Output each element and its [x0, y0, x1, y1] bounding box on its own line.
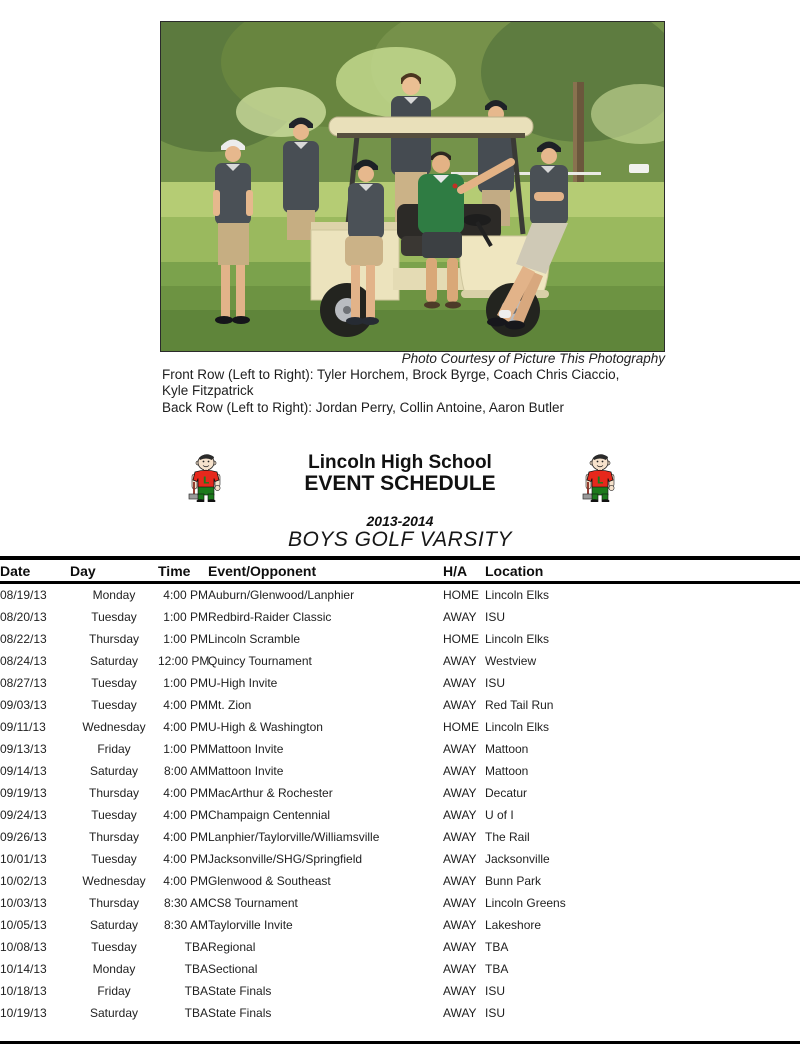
cell-event: Taylorville Invite: [208, 918, 293, 932]
cell-time: TBA: [184, 940, 208, 954]
cell-event: Quincy Tournament: [208, 654, 312, 668]
cell-time: 8:00 AM: [163, 764, 208, 778]
distant-cart: [629, 164, 649, 173]
photo-credit: Photo Courtesy of Picture This Photography: [401, 351, 665, 366]
cell-date: 08/20/13: [0, 610, 47, 624]
cell-day: Saturday: [89, 1006, 139, 1020]
cell-event: Champaign Centennial: [208, 808, 331, 822]
cell-event: Mattoon Invite: [208, 742, 284, 756]
photo-caption: [162, 367, 682, 416]
table-row: [0, 650, 800, 672]
cell-day: Tuesday: [91, 940, 137, 954]
cell-ha: AWAY: [443, 962, 477, 976]
cell-event: Auburn/Glenwood/Lanphier: [208, 588, 355, 602]
schedule-header: [0, 558, 800, 583]
cell-time: 4:00 PM: [163, 808, 208, 822]
cell-date: 10/14/13: [0, 962, 47, 976]
cell-day: Monday: [92, 588, 136, 602]
cell-day: Tuesday: [91, 610, 137, 624]
cell-date: 09/11/13: [0, 720, 46, 734]
cell-date: 08/22/13: [0, 632, 47, 646]
cell-event: U-High & Washington: [208, 720, 323, 734]
table-row: [0, 694, 800, 716]
cell-event: U-High Invite: [208, 676, 278, 690]
cell-day: Friday: [97, 742, 131, 756]
cell-ha: HOME: [443, 632, 479, 646]
cell-ha: AWAY: [443, 654, 477, 668]
table-row: [0, 672, 800, 694]
cell-location: Jacksonville: [485, 852, 550, 866]
cell-ha: AWAY: [443, 808, 477, 822]
cell-date: 10/03/13: [0, 896, 47, 910]
page-title: EVENT SCHEDULE: [304, 472, 496, 495]
cell-day: Thursday: [88, 896, 140, 910]
cell-location: ISU: [485, 610, 506, 624]
schedule-body: [0, 583, 800, 1025]
table-row: [0, 936, 800, 958]
cell-ha: AWAY: [443, 610, 477, 624]
cell-event: Redbird-Raider Classic: [208, 610, 332, 624]
cell-event: State Finals: [208, 1006, 272, 1020]
table-row: [0, 738, 800, 760]
cell-day: Tuesday: [91, 808, 137, 822]
cell-day: Tuesday: [91, 852, 137, 866]
cell-time: 8:30 AM: [163, 896, 208, 910]
col-header-date: Date: [0, 558, 70, 583]
table-row: [0, 914, 800, 936]
cell-ha: HOME: [443, 720, 479, 734]
cell-time: 4:00 PM: [163, 852, 208, 866]
white-fence: [451, 172, 601, 175]
bottom-rule: [0, 1041, 800, 1044]
cell-location: Westview: [485, 654, 537, 668]
cell-location: Lincoln Elks: [485, 588, 550, 602]
col-header-location: Location: [485, 558, 800, 583]
cell-event: Lanphier/Taylorville/Williamsville: [208, 830, 380, 844]
cell-day: Tuesday: [91, 676, 137, 690]
table-row: [0, 870, 800, 892]
cell-location: ISU: [485, 984, 506, 998]
team-label: BOYS GOLF VARSITY: [287, 528, 513, 551]
cell-location: Lincoln Greens: [485, 896, 566, 910]
cell-ha: AWAY: [443, 940, 477, 954]
cell-location: Bunn Park: [485, 874, 542, 888]
cell-date: 09/14/13: [0, 764, 47, 778]
cell-event: Glenwood & Southeast: [208, 874, 331, 888]
cell-ha: AWAY: [443, 852, 477, 866]
cell-date: 09/03/13: [0, 698, 47, 712]
cell-time: 4:00 PM: [163, 874, 208, 888]
cell-day: Wednesday: [82, 720, 146, 734]
cell-day: Friday: [97, 984, 131, 998]
cell-date: 08/27/13: [0, 676, 47, 690]
table-row: [0, 628, 800, 650]
school-name: Lincoln High School: [308, 452, 492, 473]
cell-day: Wednesday: [82, 874, 146, 888]
caption-front-row-line1: Front Row (Left to Right): Tyler Horchem, Brock Byrge, Coach Chris Ciaccio,: [162, 367, 620, 382]
team-photo-illustration: [161, 22, 664, 351]
table-row: [0, 760, 800, 782]
cell-time: TBA: [184, 962, 208, 976]
cell-time: 4:00 PM: [163, 720, 208, 734]
cell-location: Lincoln Elks: [485, 632, 550, 646]
cell-event: Jacksonville/SHG/Springfield: [208, 852, 363, 866]
cell-time: TBA: [184, 1006, 208, 1020]
caption-back-row: Back Row (Left to Right): Jordan Perry, Collin Antoine, Aaron Butler: [162, 399, 564, 415]
table-row: [0, 826, 800, 848]
cell-time: 4:00 PM: [163, 786, 208, 800]
cell-ha: AWAY: [443, 786, 477, 800]
cell-ha: AWAY: [443, 764, 477, 778]
cell-event: Mattoon Invite: [208, 764, 284, 778]
cell-event: State Finals: [208, 984, 272, 998]
cell-event: Mt. Zion: [208, 698, 252, 712]
cell-day: Thursday: [88, 786, 140, 800]
cell-location: ISU: [485, 1006, 506, 1020]
table-row: [0, 958, 800, 980]
cell-time: 1:00 PM: [163, 632, 208, 646]
cell-ha: AWAY: [443, 984, 477, 998]
team-photo: [160, 21, 665, 352]
cell-day: Tuesday: [91, 698, 137, 712]
cell-event: MacArthur & Rochester: [208, 786, 333, 800]
col-header-ha: H/A: [443, 558, 485, 583]
cell-time: 4:00 PM: [163, 830, 208, 844]
cell-location: TBA: [485, 962, 509, 976]
cell-day: Thursday: [88, 830, 140, 844]
cell-time: 12:00 PM: [158, 654, 210, 668]
table-row: [0, 583, 800, 607]
cell-day: Saturday: [89, 764, 139, 778]
table-row: [0, 980, 800, 1002]
cell-date: 09/26/13: [0, 830, 47, 844]
cell-date: 10/19/13: [0, 1006, 47, 1020]
cell-ha: AWAY: [443, 874, 477, 888]
cell-date: 10/02/13: [0, 874, 47, 888]
cell-day: Monday: [92, 962, 136, 976]
cell-time: 1:00 PM: [163, 742, 208, 756]
cell-ha: HOME: [443, 588, 479, 602]
cell-location: Red Tail Run: [485, 698, 554, 712]
cell-event: Lincoln Scramble: [208, 632, 301, 646]
col-header-time: Time: [158, 558, 208, 583]
cell-event: CS8 Tournament: [208, 896, 298, 910]
cell-date: 09/24/13: [0, 808, 47, 822]
table-row: [0, 782, 800, 804]
cell-ha: AWAY: [443, 830, 477, 844]
table-row: [0, 606, 800, 628]
cell-time: 8:30 AM: [163, 918, 208, 932]
cell-location: Mattoon: [485, 764, 529, 778]
cell-day: Saturday: [89, 918, 139, 932]
cell-date: 10/05/13: [0, 918, 47, 932]
cell-location: Lakeshore: [485, 918, 542, 932]
cell-location: Mattoon: [485, 742, 529, 756]
cell-date: 09/13/13: [0, 742, 47, 756]
cell-location: TBA: [485, 940, 509, 954]
cell-location: U of I: [485, 808, 514, 822]
cell-location: The Rail: [485, 830, 530, 844]
table-row: [0, 804, 800, 826]
cell-time: 1:00 PM: [163, 676, 208, 690]
cell-day: Thursday: [88, 632, 140, 646]
cell-time: 1:00 PM: [163, 610, 208, 624]
table-row: [0, 716, 800, 738]
cell-day: Saturday: [89, 654, 139, 668]
cell-ha: AWAY: [443, 742, 477, 756]
cell-date: 09/19/13: [0, 786, 47, 800]
cell-time: 4:00 PM: [163, 698, 208, 712]
table-row: [0, 1002, 800, 1024]
col-header-day: Day: [70, 558, 158, 583]
table-row: [0, 892, 800, 914]
cell-date: 08/19/13: [0, 588, 47, 602]
rear-wheel: [320, 283, 374, 337]
cell-time: TBA: [184, 984, 208, 998]
cell-location: ISU: [485, 676, 506, 690]
cell-date: 10/18/13: [0, 984, 47, 998]
cell-event: Sectional: [208, 962, 258, 976]
cell-event: Regional: [208, 940, 256, 954]
cell-ha: AWAY: [443, 1006, 477, 1020]
cell-date: 10/08/13: [0, 940, 47, 954]
caption-front-row-line2: Kyle Fitzpatrick: [162, 383, 254, 399]
cell-date: 08/24/13: [0, 654, 47, 668]
season-label: 2013-2014: [366, 513, 434, 529]
cell-ha: AWAY: [443, 676, 477, 690]
cell-ha: AWAY: [443, 896, 477, 910]
cell-location: Lincoln Elks: [485, 720, 550, 734]
schedule-table: [0, 556, 800, 1024]
cell-location: Decatur: [485, 786, 528, 800]
cell-ha: AWAY: [443, 918, 477, 932]
cell-date: 10/01/13: [0, 852, 47, 866]
cell-ha: AWAY: [443, 698, 477, 712]
cell-time: 4:00 PM: [163, 588, 208, 602]
col-header-event: Event/Opponent: [208, 558, 443, 583]
table-row: [0, 848, 800, 870]
